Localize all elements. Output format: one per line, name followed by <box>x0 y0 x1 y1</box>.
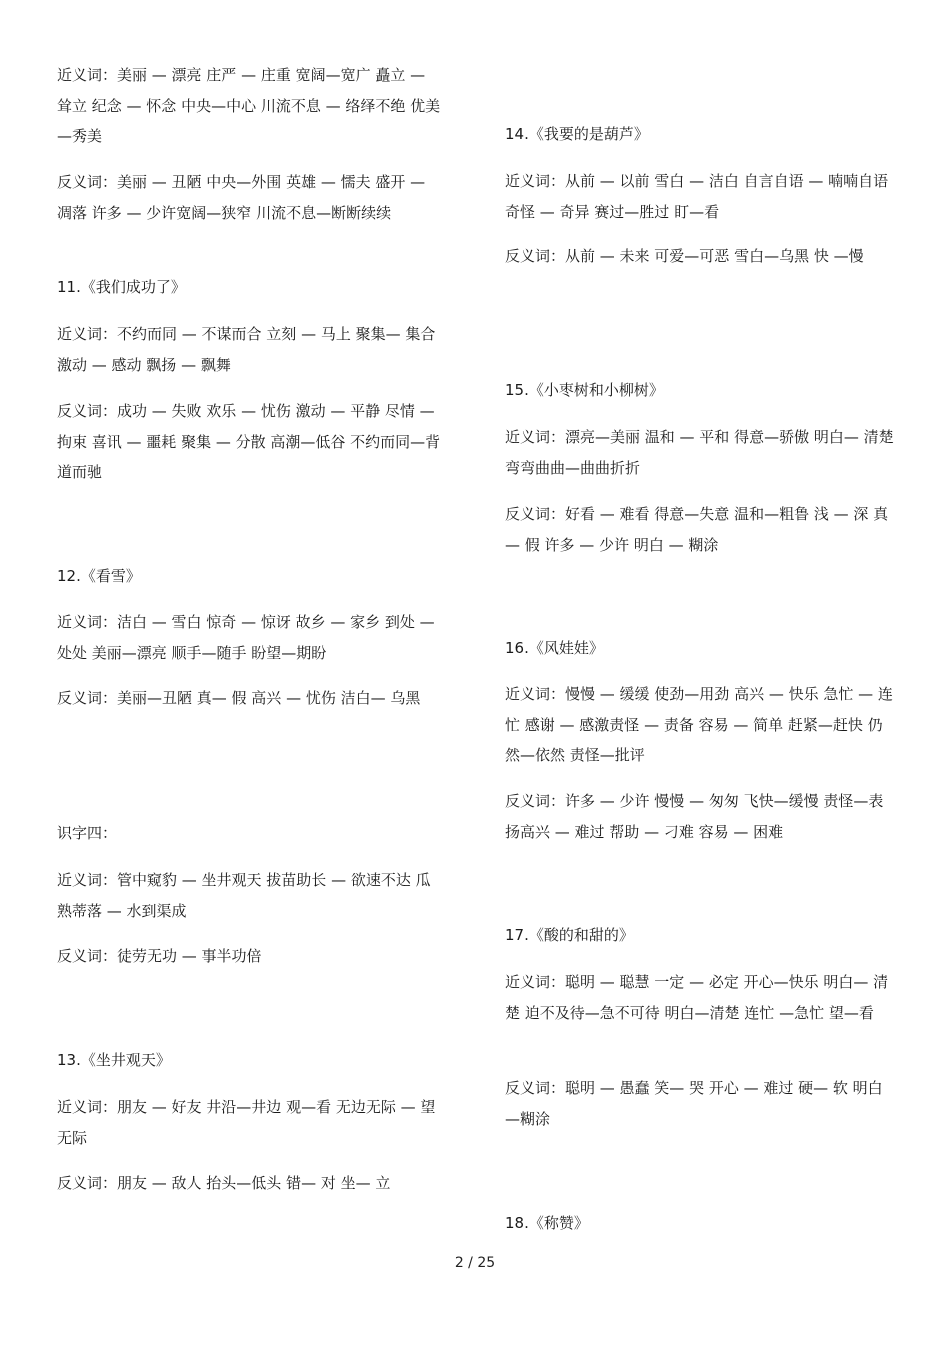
section-heading: 17.《酸的和甜的》 <box>505 926 634 944</box>
section-heading: 11.《我们成功了》 <box>57 278 186 296</box>
section-heading: 18.《称赞》 <box>505 1214 589 1232</box>
paragraph: 近义词：慢慢 — 缓缓 使劲—用劲 高兴 — 快乐 急忙 — 连忙 感谢 — 感激责怪 — 责备 容易 — 简单 赶紧—赶快 仍然—依然 责怪—批评 <box>505 685 893 764</box>
section-heading: 16.《风娃娃》 <box>505 639 604 657</box>
paragraph: 反义词：美丽 — 丑陋 中央—外围 英雄 — 懦夫 盛开 — 凋落 许多 — 少许宽阔—狭窄 川流不息—断断续续 <box>57 173 426 222</box>
paragraph: 反义词：聪明 — 愚蠢 笑— 哭 开心 — 难过 硬— 软 明白—糊涂 <box>505 1079 883 1128</box>
section-heading: 13.《坐井观天》 <box>57 1051 171 1069</box>
paragraph: 反义词：好看 — 难看 得意—失意 温和—粗鲁 浅 — 深 真 — 假 许多 — 少许 明白 — 糊涂 <box>505 505 889 554</box>
page-number: 2 / 25 <box>454 1255 496 1271</box>
section-heading: 15.《小枣树和小柳树》 <box>505 381 664 399</box>
paragraph: 反义词：徒劳无功 — 事半功倍 <box>57 947 262 965</box>
paragraph: 近义词：从前 — 以前 雪白 — 洁白 自言自语 — 喃喃自语 奇怪 — 奇异 赛过—胜过 盯—看 <box>505 172 889 221</box>
paragraph: 近义词：不约而同 — 不谋而合 立刻 — 马上 聚集— 集合 激动 — 感动 飘扬 — 飘舞 <box>57 325 436 374</box>
section-heading: 识字四： <box>57 824 118 842</box>
paragraph: 近义词：聪明 — 聪慧 一定 — 必定 开心—快乐 明白— 清楚 迫不及待—急不可待 明白—清楚 连忙 —急忙 望—看 <box>505 973 889 1022</box>
paragraph: 反义词：成功 — 失败 欢乐 — 忧伤 激动 — 平静 尽情 — 拘束 喜讯 — 噩耗 聚集 — 分散 高潮—低谷 不约而同—背道而驰 <box>57 402 441 481</box>
paragraph: 近义词：朋友 — 好友 井沿—井边 观—看 无边无际 — 望无际 <box>57 1098 436 1147</box>
paragraph: 反义词：从前 — 未来 可爱—可恶 雪白—乌黑 快 —慢 <box>505 247 864 265</box>
paragraph: 近义词：漂亮—美丽 温和 — 平和 得意—骄傲 明白— 清楚 弯弯曲曲—曲曲折折 <box>505 428 894 477</box>
paragraph: 反义词：许多 — 少许 慢慢 — 匆匆 飞快—缓慢 责怪—表扬高兴 — 难过 帮助 — 刁难 容易 — 困难 <box>505 792 884 841</box>
paragraph: 反义词：朋友 — 敌人 抬头—低头 错— 对 坐— 立 <box>57 1174 391 1192</box>
section-heading: 12.《看雪》 <box>57 567 141 585</box>
paragraph: 近义词：洁白 — 雪白 惊奇 — 惊讶 故乡 — 家乡 到处 — 处处 美丽—漂亮 顺手—随手 盼望—期盼 <box>57 613 435 662</box>
section-heading: 14.《我要的是葫芦》 <box>505 125 649 143</box>
paragraph: 反义词：美丽—丑陋 真— 假 高兴 — 忧伤 洁白— 乌黑 <box>57 689 421 707</box>
paragraph: 近义词：管中窥豹 — 坐井观天 拔苗助长 — 欲速不达 瓜熟蒂落 — 水到渠成 <box>57 871 431 920</box>
paragraph: 近义词：美丽 — 漂亮 庄严 — 庄重 宽阔—宽广 矗立 — 耸立 纪念 — 怀念 中央—中心 川流不息 — 络绎不绝 优美—秀美 <box>57 66 441 145</box>
